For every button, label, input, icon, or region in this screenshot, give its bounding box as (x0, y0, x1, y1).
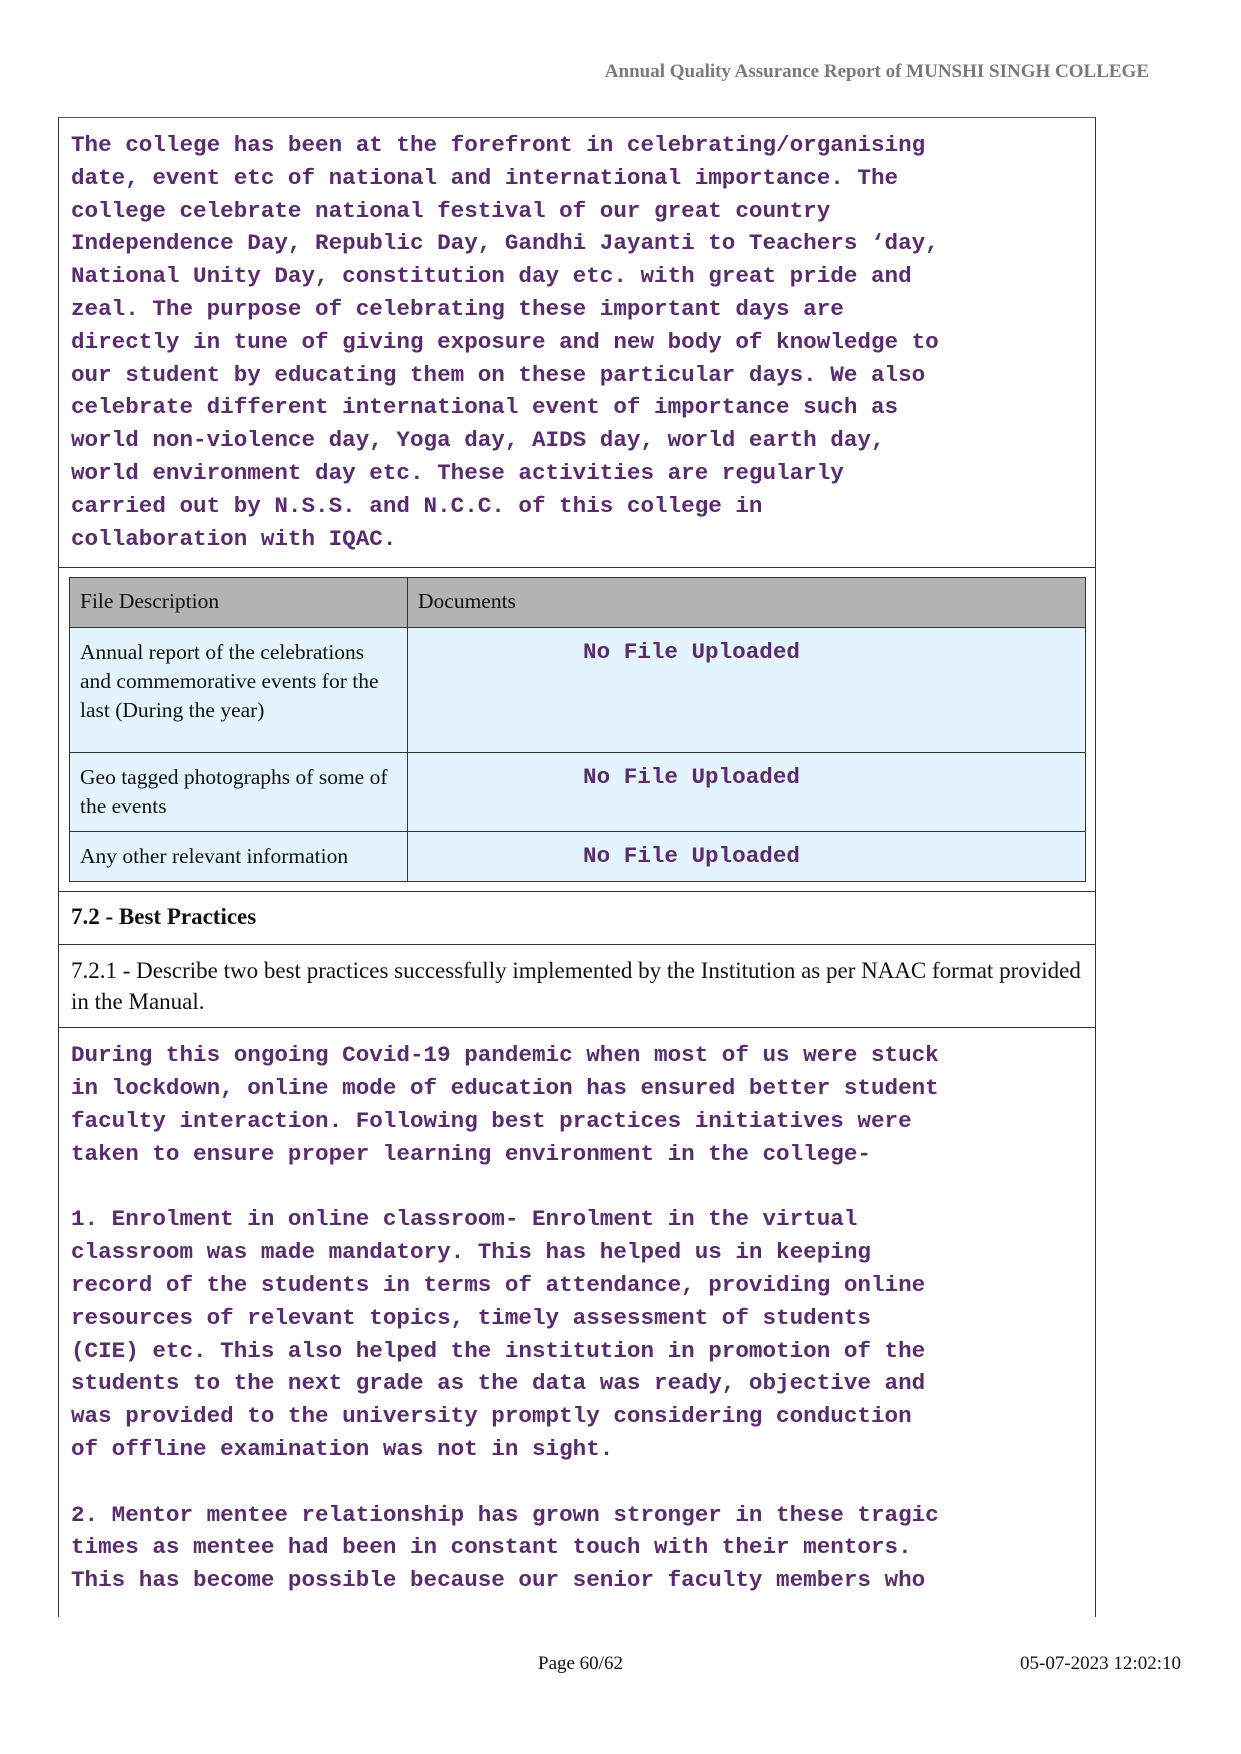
column-header-documents: Documents (408, 578, 1086, 628)
section-7-2-title: 7.2 - Best Practices (59, 891, 1095, 944)
document-status-link[interactable]: No File Uploaded (408, 832, 1086, 882)
table-row (70, 753, 1086, 832)
table-header-row (70, 578, 1086, 628)
table-row (70, 832, 1086, 882)
file-description-table (69, 577, 1086, 882)
document-status-link[interactable]: No File Uploaded (408, 753, 1086, 832)
report-header-title: Annual Quality Assurance Report of MUNSHI SINGH COLLEGE (604, 61, 1149, 82)
page-number: Page 60/62 (538, 1653, 623, 1674)
question-7-2-1: 7.2.1 - Describe two best practices successfully implemented by the Institution as per NAAC format provided in the Manual. (59, 944, 1095, 1027)
table-row (70, 628, 1086, 753)
section-7-1-answer-text: The college has been at the forefront in celebrating/organising date, event etc of national and international importance. The college celebrate national festival of our great country Independence Day, Republic Day, Gandhi Jayanti to Teachers ‘day, National Unity Day, constitution day etc. with great pride and zeal. The purpose of celebrating these important days are directly in tune of giving exposure and new body of knowledge to our student by educating them on these particular days. We also celebrate different international event of importance such as world non-violence day, Yoga day, AIDS day, world earth day, world environment day etc. These activities are regularly carried out by N.S.S. and N.C.C. of this college in collaboration with IQAC. (71, 132, 939, 552)
document-status-link[interactable]: No File Uploaded (408, 628, 1086, 753)
file-description-cell: Geo tagged photographs of some of the events (70, 753, 408, 832)
file-description-section (59, 567, 1095, 891)
report-content-frame (58, 117, 1096, 1617)
section-7-2-1-answer-text: During this ongoing Covid-19 pandemic when most of us were stuck in lockdown, online mode of education has ensured better student faculty interaction. Following best practices initiatives were taken to ensure proper learning environment in the college- 1. Enrolment in online classroom- Enrolment in the virtual classroom was made mandatory. This has helped us in keeping record of the students in terms of attendance, providing online resources of relevant topics, timely assessment of students (CIE) etc. This also helped the institution in promotion of the students to the next grade as the data was ready, objective and was provided to the university promptly considering conduction of offline examination was not in sight. 2. Mentor mentee relationship has grown stronger in these tragic times as mentee had been in constant touch with their mentors. This has become possible because our senior faculty members who (59, 1027, 1095, 1617)
generated-datetime: 05-07-2023 12:02:10 (1020, 1653, 1181, 1674)
file-description-cell: Any other relevant information (70, 832, 408, 882)
file-description-cell: Annual report of the celebrations and commemorative events for the last (During the year) (70, 628, 408, 753)
column-header-file-description: File Description (70, 578, 408, 628)
